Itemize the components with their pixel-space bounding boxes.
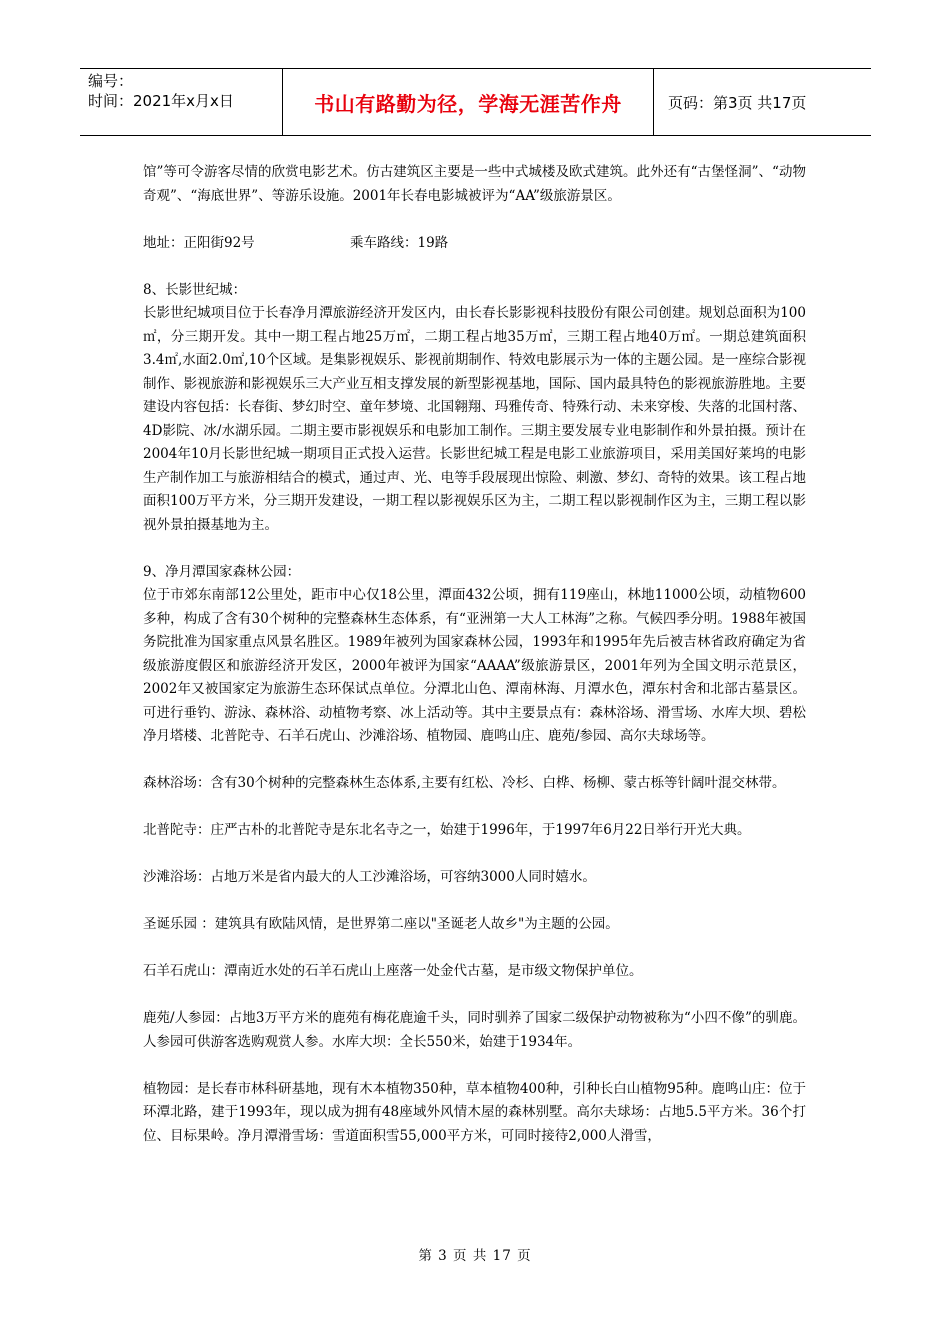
section-8-title: 8、长影世纪城： [143,281,247,298]
paragraph-forest-bath: 森林浴场：含有30个树种的完整森林生态体系,主要有红松、冷杉、白桦、杨柳、蒙古栎等针阔叶混交林带。 [143,775,786,791]
section-9-body: 位于市郊东南部12公里处，距市中心仅18公里，潭面432公顷，拥有119座山，林地11000公顷，动植物600多种，构成了含有30个树种的完整森林生态体系，有“亚洲第一大人工林海”之称。气候四季分明。1988年被国务院批准为国家重点风景名胜区。1989年被列为国家森林公园，1993年和1995年先后被吉林省政府确定为省级旅游度假区和旅游经济开发区，2000年被评为国家“AAAA”级旅游景区，2001年列为全国文明示范景区，2002年又被国家定为旅游生态环保试点单位。分潭北山色、潭南林海、月潭水色，潭东村舍和北部古墓景区。可进行垂钓、游泳、森林浴、动植物考察、冰上活动等。其中主要景点有：森林浴场、滑雪场、水库大坝、碧松净月塔楼、北普陀寺、石羊石虎山、沙滩浴场、植物园、鹿鸣山庄、鹿苑/参园、高尔夫球场等。 [143,587,806,744]
header-number-label: 编号： [88,72,134,90]
paragraph-stone-hill: 石羊石虎山：潭南近水处的石羊石虎山上座落一处金代古墓，是市级文物保护单位。 [143,963,643,979]
paragraph-botanic-garden: 植物园：是长春市林科研基地，现有木本植物350种，草本植物400种，引种长白山植物95种。鹿鸣山庄：位于环潭北路，建于1993年，现以成为拥有48座域外风情木屋的森林别墅。高尔夫球场：占地5.5平方米。36个打位、目标果岭。净月潭滑雪场：雪道面积雪55,000平方米，可同时接待2,000人滑雪， [143,1080,806,1144]
page-footer: 第 3 页 共 17 页 [418,1248,532,1264]
section-9-title: 9、净月潭国家森林公园： [143,563,301,580]
header-date: 时间：2021年x月x日 [88,92,234,110]
header-motto: 书山有路勤为径，学海无涯苦作舟 [314,91,622,116]
section-8-body: 长影世纪城项目位于长春净月潭旅游经济开发区内，由长春长影影视科技股份有限公司创建。规划总面积为100㎡，分三期开发。其中一期工程占地25万㎡，二期工程占地35万㎡，三期工程占地40万㎡。一期总建筑面积3.4㎡,水面2.0㎡,10个区域。是集影视娱乐、影视前期制作、特效电影展示为一体的主题公园。是一座综合影视制作、影视旅游和影视娱乐三大产业互相支撑发展的新型影视基地，国际、国内最具特色的影视旅游胜地。主要建设内容包括：长春街、梦幻时空、童年梦境、北国翱翔、玛雅传奇、特殊行动、未来穿梭、失落的北国村落、4D影院、冰/水湖乐园。二期主要市影视娱乐和电影加工制作。三期主要发展专业电影制作和外景拍摄。预计在2004年10月长影世纪城一期项目正式投入运营。长影世纪城工程是电影工业旅游项目，采用美国好莱坞的电影生产制作加工与旅游相结合的模式，通过声、光、电等手段展现出惊险、刺激、梦幻、奇特的效果。该工程占地面积100万平方米，分三期开发建设，一期工程以影视娱乐区为主，二期工程以影视制作区为主，三期工程以影视外景拍摄基地为主。 [143,305,806,533]
document-header [80,68,871,136]
address-text: 地址：正阳街92号 [143,234,255,251]
address-line [143,232,806,256]
header-page-info: 页码：第3页 共17页 [668,93,807,112]
bus-route-text: 乘车路线：19路 [350,234,449,251]
header-meta [80,69,282,135]
header-page-info-cell [654,69,871,135]
paragraph-christmas-park: 圣诞乐园 ：建筑具有欧陆风情，是世界第二座以"圣诞老人故乡"为主题的公园。 [143,916,619,932]
header-motto-cell [282,69,654,135]
paragraph-intro: 馆”等可令游客尽情的欣赏电影艺术。仿古建筑区主要是一些中式城楼及欧式建筑。此外还有“古堡怪洞”、“动物奇观”、“海底世界”、等游乐设施。2001年长春电影城被评为“AA”级旅游景区。 [143,164,806,204]
document-body [143,161,806,1148]
paragraph-beiputuo: 北普陀寺：庄严古朴的北普陀寺是东北名寺之一，始建于1996年，于1997年6月22日举行开光大典。 [143,822,751,838]
paragraph-deer-park: 鹿苑/人参园：占地3万平方米的鹿苑有梅花鹿逾千头，同时驯养了国家二级保护动物被称为“小四不像”的驯鹿。人参园可供游客选购观赏人参。水库大坝：全长550米，始建于1934年。 [143,1010,806,1050]
paragraph-beach: 沙滩浴场：占地万米是省内最大的人工沙滩浴场，可容纳3000人同时嬉水。 [143,869,596,885]
